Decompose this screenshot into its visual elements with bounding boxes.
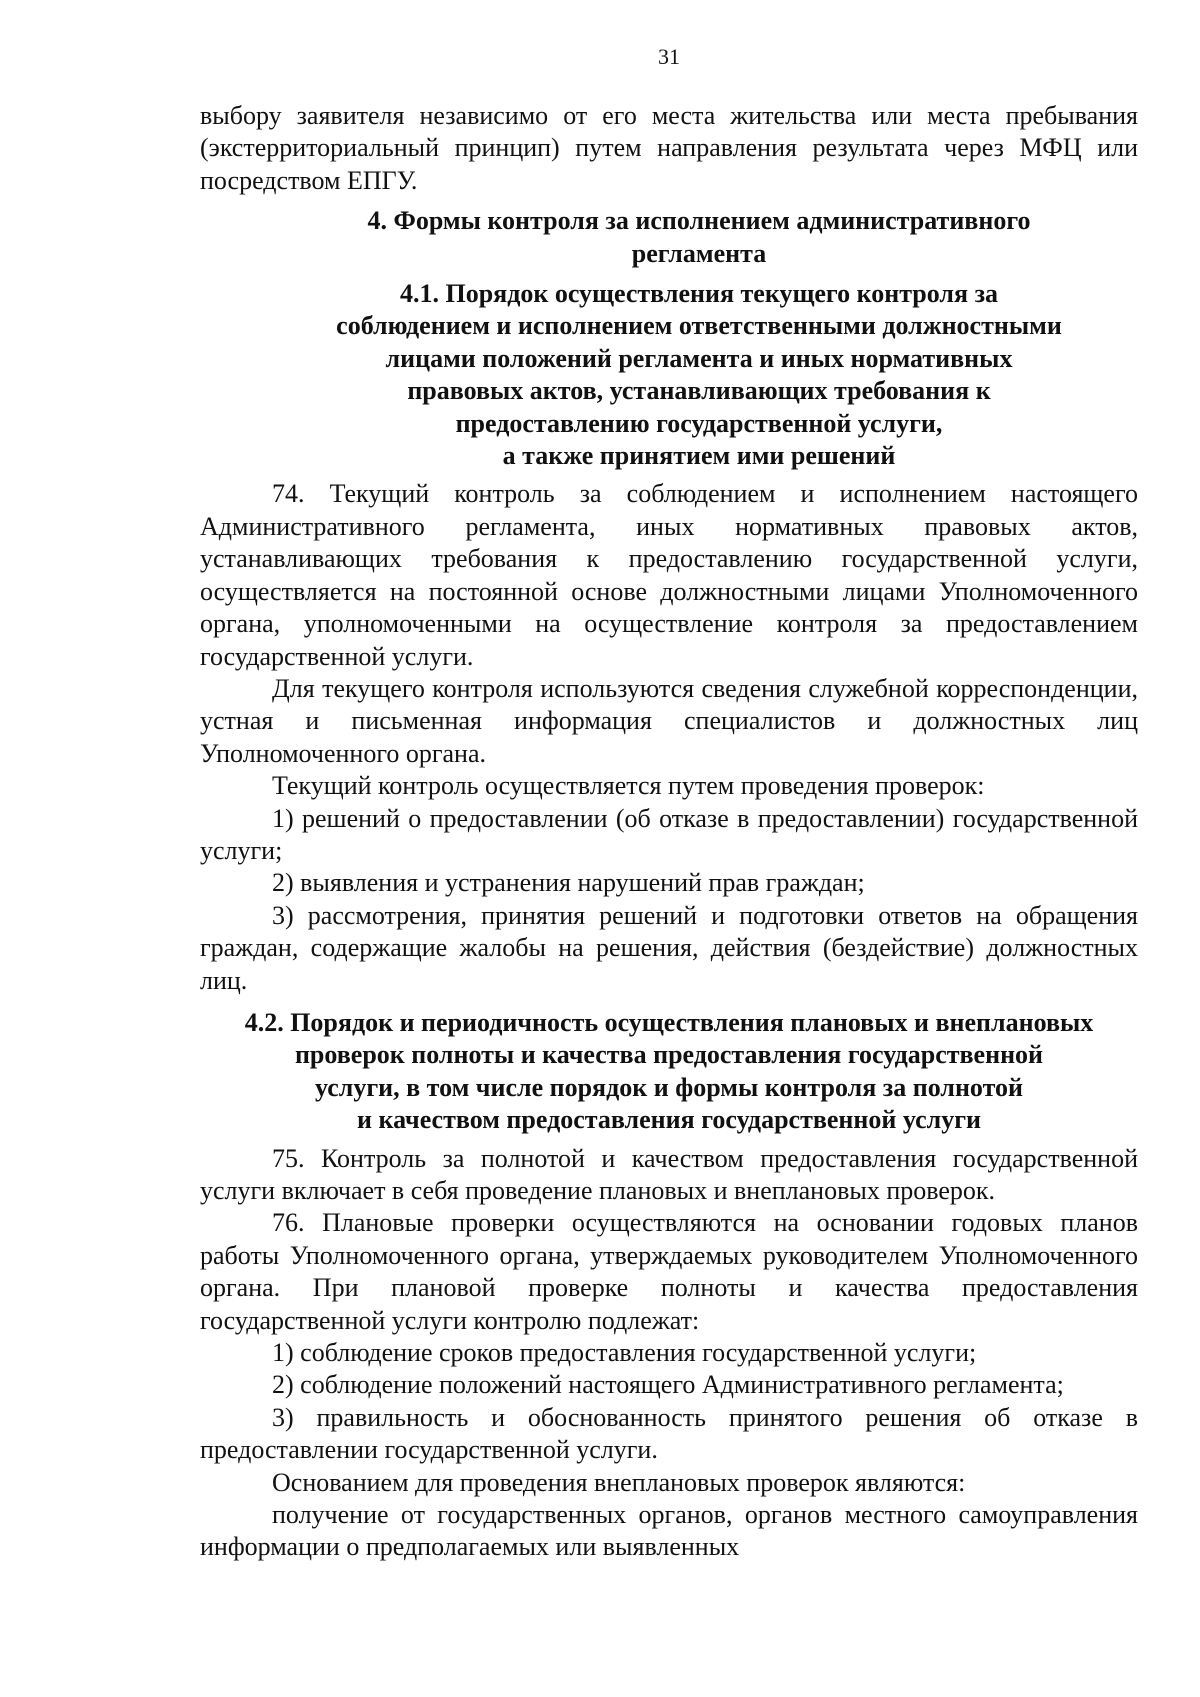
paragraph-76: 76. Плановые проверки осуществляются на основании годовых планов работы Уполномоченного органа, утверждаемых руководителем Уполномоченного органа. При плановой проверке полноты и качества предоставления государственной услуги контролю подлежат: <box>200 1208 1138 1335</box>
list-item-1: 1) решений о предоставлении (об отказе в предоставлении) государственной услуги; <box>200 803 1138 865</box>
subsection-4-2-title-line: услуги, в том числе порядок и формы контроля за полнотой <box>315 1072 1023 1102</box>
list-item-3: 3) правильность и обоснованность принятого решения об отказе в предоставлении государственной услуги. <box>200 1402 1138 1465</box>
page-content <box>200 100 1138 1564</box>
section-4-title-line: 4. Формы контроля за исполнением административного <box>367 206 1031 236</box>
subsection-4-1-title-line: предоставлению государственной услуги, <box>455 408 943 438</box>
subsection-4-2-title-line: проверок полноты и качества предоставления государственной <box>294 1040 1044 1070</box>
subsection-4-1-heading <box>200 278 1138 472</box>
subsection-4-1-title-line: а также принятием ими решений <box>502 441 896 471</box>
subsection-4-1-title-line: правовых актов, устанавливающих требования к <box>407 376 991 406</box>
list-item-2: 2) соблюдение положений настоящего Административного регламента; <box>272 1370 1064 1400</box>
paragraph-receipt-of-information: получение от государственных органов, органов местного самоуправления информации о предполагаемых или выявленных <box>200 1500 1138 1562</box>
subsection-4-2-heading <box>200 1007 1138 1137</box>
section-4-title-line: регламента <box>631 238 767 268</box>
list-item-1: 1) соблюдение сроков предоставления государственной услуги; <box>272 1338 977 1368</box>
paragraph-75: 75. Контроль за полнотой и качеством предоставления государственной услуги включает в себя проведение плановых и внеплановых проверок. <box>200 1143 1138 1205</box>
paragraph-unscheduled-grounds: Основанием для проведения внеплановых проверок являются: <box>272 1467 966 1497</box>
paragraph-current-control-sources: Для текущего контроля используются сведения служебной корреспонденции, устная и письменная информация специалистов и должностных лиц Уполномоченного органа. <box>200 673 1138 768</box>
section-4-heading <box>200 205 1138 270</box>
page-number: 31 <box>658 44 680 69</box>
intro-paragraph: выбору заявителя независимо от его места жительства или места пребывания (экстерриториальный принцип) путем направления результата через МФЦ или посредством ЕПГУ. <box>200 101 1138 195</box>
list-item-3: 3) рассмотрения, принятия решений и подготовки ответов на обращения граждан, содержащие жалобы на решения, действия (бездействие) должностных лиц. <box>200 900 1138 995</box>
subsection-4-2-title-line: и качеством предоставления государственной услуги <box>357 1105 981 1135</box>
paragraph-current-control-method: Текущий контроль осуществляется путем проведения проверок: <box>272 771 985 801</box>
paragraph-74: 74. Текущий контроль за соблюдением и исполнением настоящего Административного регламента, иных нормативных правовых актов, устанавливающих требования к предоставлению государственной услуги, осуществляется на постоянной основе должностными лицами Уполномоченного органа, уполномоченными на осуществление контроля за предоставлением государственной услуги. <box>200 479 1138 671</box>
subsection-4-1-title-line: 4.1. Порядок осуществления текущего контроля за <box>399 279 999 309</box>
subsection-4-1-title-line: соблюдением и исполнением ответственными должностными <box>336 311 1062 341</box>
list-item-2: 2) выявления и устранения нарушений прав граждан; <box>272 868 865 898</box>
subsection-4-1-title-line: лицами положений регламента и иных нормативных <box>385 343 1013 373</box>
subsection-4-2-title-line: 4.2. Порядок и периодичность осуществления плановых и внеплановых <box>244 1007 1094 1037</box>
